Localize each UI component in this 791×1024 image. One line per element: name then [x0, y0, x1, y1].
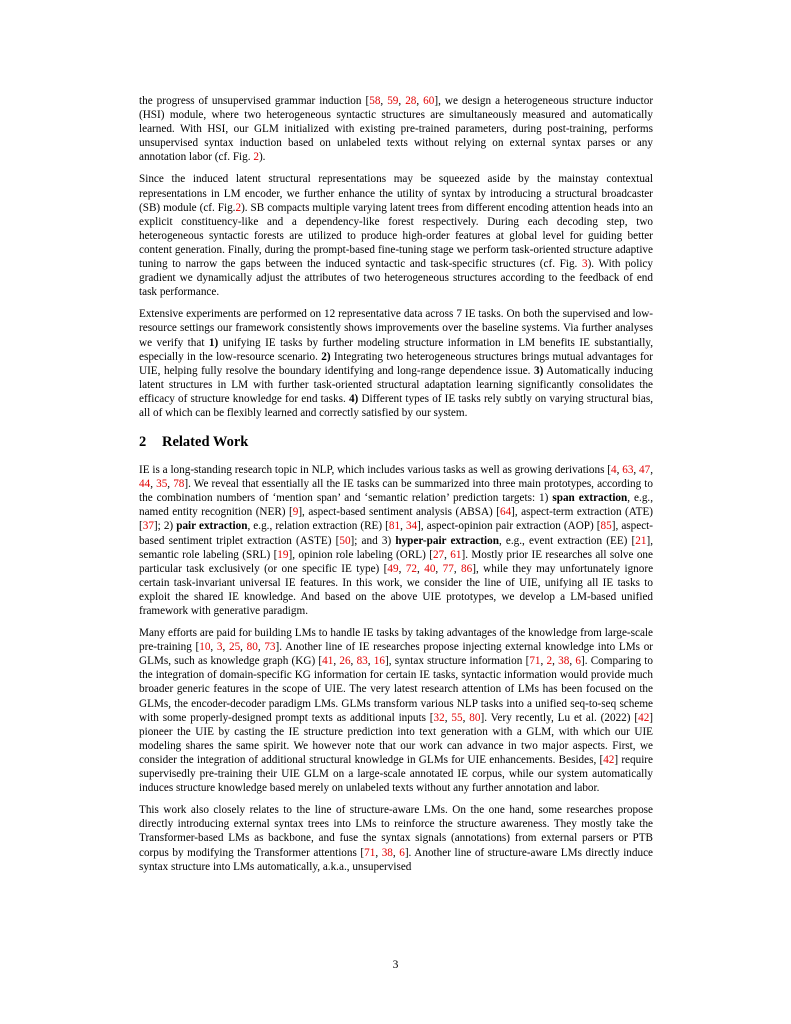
text-run: ]; and 3) [350, 534, 396, 547]
text-run: ]. We reveal that essentially all the IE tasks can be summarized into three main prototypes, according to the combination numbers of ‘mention span’ and ‘semantic relation’ prediction targets: 1) [139, 478, 653, 505]
text-run: , [400, 520, 406, 533]
citation-link[interactable]: 58 [369, 95, 381, 107]
text-run: ], aspect-based sentiment analysis (ABSA) [ [298, 506, 500, 519]
citation-link[interactable]: 42 [638, 711, 650, 724]
text-run: , e.g., named entity recognition (NER) [ [139, 492, 654, 519]
bold-term: span extraction [552, 492, 628, 505]
citation-link[interactable]: 10 [199, 641, 211, 654]
citation-link[interactable]: 4 [611, 464, 617, 477]
text-run: , [150, 478, 157, 491]
citation-link[interactable]: 25 [228, 641, 241, 654]
text-run: , [633, 464, 640, 477]
text-run: , [444, 548, 451, 561]
citation-link[interactable]: 63 [622, 464, 634, 477]
text-run: , [350, 655, 357, 668]
citation-link[interactable]: 37 [142, 520, 154, 533]
citation-link[interactable]: 28 [405, 95, 417, 107]
text-run: , e.g., relation extraction (RE) [ [247, 520, 389, 533]
paragraph [139, 172, 653, 299]
citation-link[interactable]: 44 [139, 478, 151, 491]
text-run: , [392, 846, 400, 859]
text-run: Extensive experiments are performed on 12 representative data across 7 IE tasks. On both the supervised and low-resource settings our framework consistently shows improvements over the baseline systems. Via further analyses we verify that [139, 308, 653, 349]
citation-link[interactable]: 55 [451, 711, 463, 724]
bold-term: pair extraction [176, 520, 248, 533]
citation-link[interactable]: 85 [600, 520, 612, 533]
related-work-paragraphs [139, 463, 653, 874]
text-run: , [240, 641, 247, 654]
citation-link[interactable]: 3 [216, 641, 223, 654]
text-run: Many efforts are paid for building LMs to handle IE tasks by taking advantages of the knowledge from large-scale pre-training [ [139, 627, 653, 654]
paragraph [139, 626, 653, 795]
section-heading [139, 434, 653, 451]
citation-link[interactable]: 26 [339, 655, 351, 668]
citation-link[interactable]: 38 [381, 846, 393, 859]
citation-link[interactable]: 71 [529, 655, 541, 668]
citation-link[interactable]: 16 [373, 655, 385, 668]
bold-term: 1) [208, 336, 219, 349]
text-run: , [375, 846, 382, 859]
text-run: Since the induced latent structural representations may be squeezed aside by the mainstay contextual representations in LM encoder, we further enhance the utility of syntax by introducing a structural broadcaster (SB) module (cf. Fig. [139, 173, 653, 214]
paragraph [139, 307, 653, 420]
citation-link[interactable]: 3 [581, 258, 588, 271]
text-run: unifying IE tasks by further modeling structure information in LM benefits IE substantially, especially in the low-resource scenario. [139, 336, 653, 363]
text-run: , [462, 711, 470, 724]
text-run: ], aspect-opinion pair extraction (AOP) [ [417, 520, 601, 533]
text-run: ]. Another line of structure-aware LMs directly induce syntax structure into LMs automatically, a.k.a., unsupervised [139, 846, 654, 873]
text-run: ], aspect-based sentiment triplet extraction (ASTE) [ [139, 520, 654, 547]
text-run: the progress of unsupervised grammar induction [ [139, 95, 370, 107]
text-run: , [398, 95, 406, 107]
citation-link[interactable]: 78 [173, 478, 185, 491]
text-run: ]. Mostly prior IE researches all solve one particular task exclusively (or one specific IE type) [ [139, 548, 653, 575]
paragraph [139, 803, 653, 873]
citation-link[interactable]: 86 [461, 562, 473, 575]
text-run: , [616, 464, 623, 477]
text-run: ], while they may unfortunately ignore certain task-invariant universal IE features. In this work, we consider the line of UIE, unifying all IE tasks to exploit the shared IE knowledge. And based on the above UIE prototypes, we develop a LM-based unified framework with generative paradigm. [139, 562, 654, 617]
citation-link[interactable]: 83 [356, 655, 368, 668]
citation-link[interactable]: 2 [253, 151, 259, 164]
citation-link[interactable]: 21 [635, 534, 647, 547]
text-run: ] pioneer the UIE by casting the IE structure prediction into text generation with a GLM, with which our UIE modeling shares the same spirit. We however note that our work can advance in two major aspects. First, we consider the integration of additional structural knowledge in GLMs for UIE enhancements. Besides, [ [139, 711, 654, 766]
text-run: This work also closely relates to the line of structure-aware LMs. On the one hand, some researches propose directly introducing external syntax trees into LMs to reinforce the structure awareness. They mostly take the Transformer-based LMs as backbone, and fuse the syntax signals (annotations) from external parsers or PTB corpus by modifying the Transformer attentions [ [139, 804, 653, 859]
citation-link[interactable]: 59 [387, 95, 399, 107]
text-run: ], syntax structure information [ [384, 655, 530, 668]
citation-link[interactable]: 27 [432, 548, 445, 561]
citation-link[interactable]: 2 [235, 201, 242, 214]
citation-link[interactable]: 72 [405, 562, 417, 575]
text-run: , [333, 655, 340, 668]
paragraph [139, 463, 653, 618]
text-run: ], aspect-term extraction (ATE) [ [139, 506, 654, 533]
citation-link[interactable]: 80 [469, 711, 481, 724]
citation-link[interactable]: 64 [499, 506, 512, 519]
text-run: Integrating two heterogeneous structures brings mutual advantages for UIE, helping fully resolve the boundary identifying and long-range dependence issue. [139, 350, 653, 377]
text-run: Different types of IE tasks rely subtly on varying structural bias, all of which can be flexibly learned and correctly satisfied by our system. [139, 392, 653, 419]
text-run: , [444, 711, 452, 724]
citation-link[interactable]: 61 [450, 548, 462, 561]
text-run: ]; 2) [153, 520, 177, 533]
text-run: ). SB compacts multiple varying latent trees from different encoding attention heads into an explicit constituency-like and a dependency-like forest respectively. During each decoding step, two heterogeneous syntactic forests are utilized to produce high-order features at global level for guiding better content generation. Finally, during the prompt-based fine-tuning stage we perform task-oriented structure adaptive tuning to narrow the gaps between the induced syntactic and task-specific structures (cf. Fig. [139, 201, 653, 271]
text-run: , [453, 562, 462, 575]
citation-link[interactable]: 9 [292, 506, 299, 519]
citation-link[interactable]: 38 [558, 655, 570, 668]
text-run: , [398, 562, 406, 575]
citation-link[interactable]: 73 [264, 641, 276, 654]
section-number: 2 [139, 434, 147, 451]
text-run: IE is a long-standing research topic in NLP, which includes various tasks as well as growing derivations [ [139, 464, 612, 477]
citation-link[interactable]: 6 [575, 655, 581, 668]
text-run: ], opinion role labeling (ORL) [ [288, 548, 433, 561]
text-run: ). [258, 151, 266, 164]
citation-link[interactable]: 40 [424, 562, 436, 575]
text-run: ). With policy gradient we dynamically adjust the attributes of two heterogeneous structures according to the feedback of end task performance. [139, 258, 653, 299]
text-run: , [435, 562, 443, 575]
text-run: , [367, 655, 374, 668]
text-run: , [257, 641, 265, 654]
text-run: Automatically inducing latent structures in LM with further task-oriented structural adaptation learning significantly consolidates the efficacy of structure knowledge for end tasks. [139, 364, 653, 405]
citation-link[interactable]: 32 [433, 711, 445, 724]
text-run: , [167, 478, 174, 491]
citation-link[interactable]: 35 [156, 478, 168, 491]
citation-link[interactable]: 34 [405, 520, 418, 533]
text-run: , e.g., event extraction (EE) [ [498, 534, 636, 547]
text-run: ], semantic role labeling (SRL) [ [139, 534, 653, 561]
text-run: , [210, 641, 217, 654]
text-run: , [222, 641, 229, 654]
bold-term: 4) [348, 392, 359, 405]
paragraph [139, 94, 653, 164]
intro-paragraphs [139, 94, 653, 420]
text-run: , [417, 562, 425, 575]
citation-link[interactable]: 60 [423, 95, 435, 107]
bold-term: 3) [534, 364, 544, 377]
text-run: , [569, 655, 576, 668]
text-run: , [650, 464, 654, 477]
text-run: , [540, 655, 547, 668]
page-body [139, 94, 653, 882]
citation-link[interactable]: 81 [388, 520, 401, 533]
text-run: , [380, 95, 388, 107]
text-run: ]. Very recently, Lu et al. (2022) [ [480, 711, 639, 724]
section-title: Related Work [162, 434, 249, 451]
text-run: ], we design a heterogeneous structure inductor (HSI) module, where two heterogeneous syntactic structures are simultaneously measured and automatically learned. With HSI, our GLM initialized with existing pre-trained parameters, during post-training, performs unsupervised syntax induction based on unlabeled texts without relying on external syntax parses or any annotation labor (cf. Fig. [139, 95, 654, 164]
bold-term: hyper-pair extraction [395, 534, 499, 547]
citation-link[interactable]: 42 [603, 753, 615, 766]
text-run: ] require supervisedly pre-training their UIE GLM on a large-scale annotated IE corpus, while our system automatically induces structure knowledge based merely on unlabeled texts without any further annotation and labor. [139, 753, 654, 795]
text-run: , [416, 95, 424, 107]
citation-link[interactable]: 71 [364, 846, 376, 859]
citation-link[interactable]: 50 [339, 534, 351, 547]
citation-link[interactable]: 19 [277, 548, 289, 561]
citation-link[interactable]: 2 [546, 655, 553, 668]
citation-link[interactable]: 77 [442, 562, 454, 575]
citation-link[interactable]: 47 [639, 464, 651, 477]
citation-link[interactable]: 41 [322, 655, 334, 668]
bold-term: 2) [321, 350, 331, 363]
citation-link[interactable]: 6 [399, 846, 405, 859]
citation-link[interactable]: 80 [246, 641, 258, 654]
citation-link[interactable]: 49 [387, 562, 399, 575]
text-run: , [552, 655, 559, 668]
text-run: ]. Comparing to the integration of domain-specific KG information for certain IE tasks, syntactic information would provide much broader generic features in the scope of UIE. The very latest research attention of LMs has been focused on the GLMs, the encoder-decoder paradigm LMs. GLMs transform various NLP tasks into a unified seq-to-seq scheme with some properly-designed prompt texts as additional inputs [ [139, 655, 653, 724]
page-number: 3 [392, 959, 399, 971]
text-run: ]. Another line of IE researches propose injecting external knowledge into LMs or GLMs, such as knowledge graph (KG) [ [139, 641, 654, 668]
